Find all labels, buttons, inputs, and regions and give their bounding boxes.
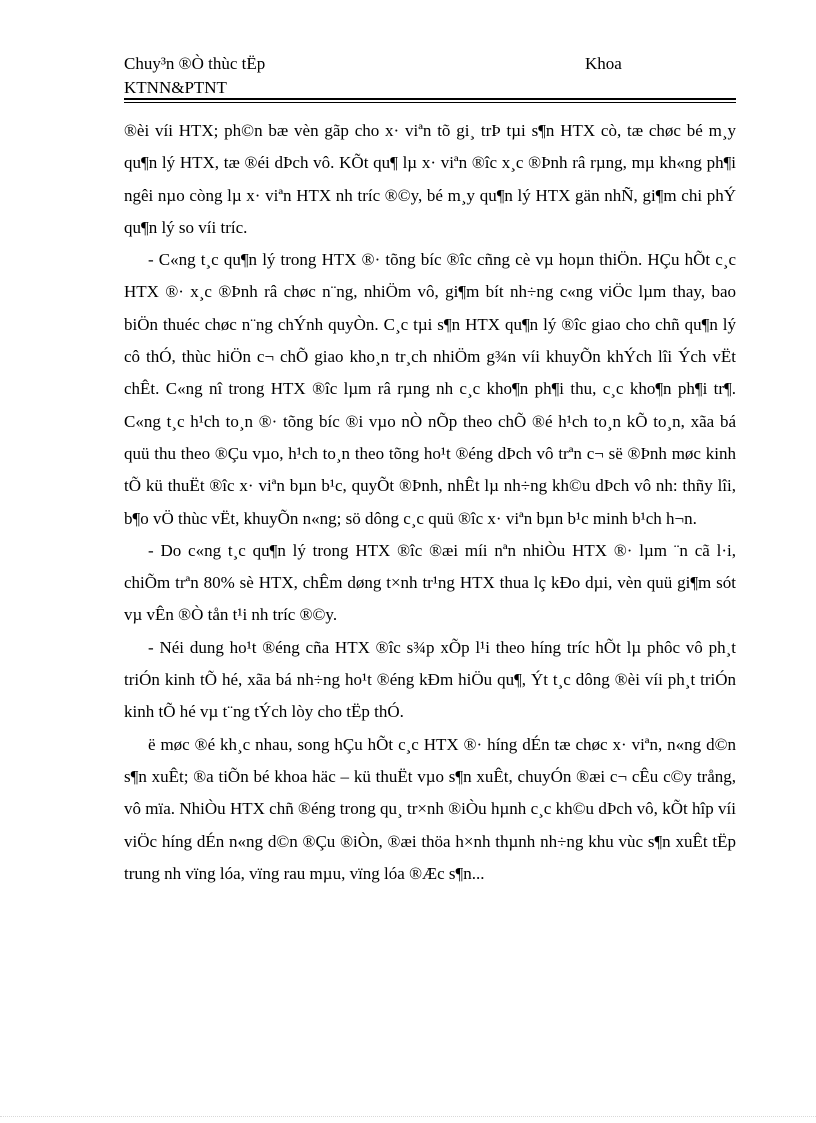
- paragraph-5: ë møc ®é kh¸c nhau, song hÇu hÕt c¸c HTX ®· híng dÉn tæ chøc x· viªn, n«ng d©n s¶n xuÊt; ®a tiÕn bé khoa häc – kü thuËt vµo s¶n xuÊt, chuyÓn ®æi c¬ cÊu c©y trång, vô mïa. NhiÒu HTX chñ ®éng trong qu¸ tr×nh ®iÒu hµnh c¸c kh©u dÞch vô, kÕt hîp víi viÖc híng dÉn n«ng d©n ®Çu ®iÒn, ®æi thöa h×nh thµnh nh÷ng khu vùc s¶n xuÊt tËp trung nh vïng lóa, vïng rau mµu, vïng lóa ®Æc s¶n...: [124, 734, 736, 883]
- header-rule-thin: [124, 102, 736, 103]
- header-faculty-label: Khoa: [585, 54, 622, 73]
- paragraph-1: ®èi víi HTX; ph©n bæ vèn gãp cho x· viªn tõ gi¸ trÞ tµi s¶n HTX cò, tæ chøc bé m¸y qu¶n lý HTX, tæ ®éi dÞch vô. KÕt qu¶ lµ x· viªn ®îc x¸c ®Þnh râ rµng, mµ kh«ng ph¶i ngêi nµo còng lµ x· viªn HTX nh tríc ®©y, bé m¸y qu¶n lý HTX gän nhÑ, gi¶m chi phÝ qu¶n lý so víi tríc.: [124, 121, 736, 237]
- header-document-title: Chuy³n ®Ò thùc tËp: [124, 54, 266, 73]
- page-header: [124, 52, 736, 100]
- header-rule-thick: [124, 98, 736, 100]
- header-department: KTNN&PTNT: [124, 78, 227, 97]
- paragraph-3: - Do c«ng t¸c qu¶n lý trong HTX ®îc ®æi míi nªn nhiÒu HTX ®· lµm ¨n cã l·i, chiÕm trªn 80% sè HTX, chÊm døng t×nh tr¹ng HTX thua lç kÐo dµi, vèn quü gi¶m sót vµ vÊn ®Ò tån t¹i nh tríc ®©y.: [124, 540, 736, 625]
- document-body: [124, 115, 736, 890]
- paragraph-4: - Néi dung ho¹t ®éng cña HTX ®îc s¾p xÕp l¹i theo híng tríc hÕt lµ phôc vô ph¸t triÓn kinh tÕ hé, xãa bá nh÷ng ho¹t ®éng kÐm hiÖu qu¶, Ýt t¸c dông ®èi víi ph¸t triÓn kinh tÕ hé vµ t¨ng tÝch lòy cho tËp thÓ.: [124, 637, 736, 722]
- header-row: [124, 52, 736, 76]
- paragraph-2: - C«ng t¸c qu¶n lý trong HTX ®· tõng bíc ®îc cñng cè vµ hoµn thiÖn. HÇu hÕt c¸c HTX ®· x¸c ®Þnh râ chøc n¨ng, nhiÖm vô, gi¶m bít nh÷ng c«ng viÖc lµm thay, bao biÖn thuéc chøc n¨ng chÝnh quyÒn. C¸c tµi s¶n HTX qu¶n lý ®îc giao cho chñ qu¶n lý cô thÓ, thùc hiÖn c¬ chÕ giao kho¸n tr¸ch nhiÖm g¾n víi khuyÕn khÝch lîi Ých vËt chÊt. C«ng nî trong HTX ®îc lµm râ rµng nh c¸c kho¶n ph¶i thu, c¸c kho¶n ph¶i tr¶. C«ng t¸c h¹ch to¸n ®· tõng bíc ®i vµo nÒ nÕp theo chÕ ®é h¹ch to¸n kÕ to¸n, xãa bá quü thu theo ®Çu vµo, h¹ch to¸n theo tõng ho¹t ®éng dÞch vô trªn c¬ së ®Þnh møc kinh tÕ kü thuËt ®îc x· viªn bµn b¹c, quyÕt ®Þnh, nhÊt lµ nh÷ng kh©u dÞch vô nh: thñy lîi, b¶o vÖ thùc vËt, khuyÕn n«ng; sö dông c¸c quü ®îc x· viªn bµn b¹c minh b¹ch h¬n.: [124, 250, 736, 528]
- page-bottom-border: [0, 1116, 816, 1117]
